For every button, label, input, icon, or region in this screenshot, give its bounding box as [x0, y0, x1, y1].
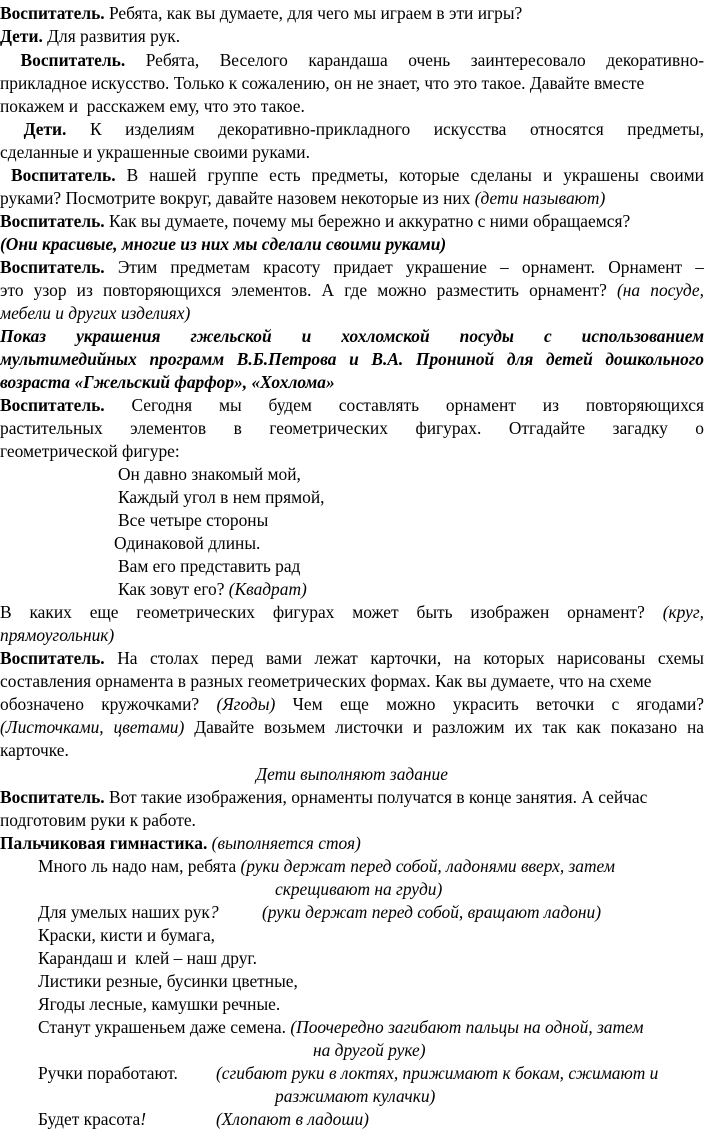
speaker-teacher: Воспитатель.	[20, 50, 126, 70]
line-p7-2	[0, 624, 704, 647]
speaker-teacher: Воспитатель.	[0, 257, 105, 277]
line-p5-2	[0, 279, 704, 302]
line-p6-3	[0, 440, 704, 463]
italic-note: (руки держат перед собой, вращают ладони)	[262, 902, 602, 922]
gym-line: Краски, кисти и бумага,	[38, 925, 216, 945]
italic-note: (на посуде,	[617, 280, 704, 300]
gym-line	[275, 878, 675, 901]
text: Сегодня мы будем составлять орнамент из повторяющихся	[131, 395, 704, 415]
italic-note: (Поочередно загибают пальцы на одной, затем	[290, 1017, 644, 1037]
text: подготовим руки к работе.	[0, 810, 196, 830]
gym-line: Ручки поработают.	[38, 1063, 178, 1083]
italic-note: прямоугольник)	[0, 625, 115, 645]
line-p4-1	[0, 210, 704, 233]
line-a1	[0, 25, 704, 48]
line-p4-2	[0, 233, 704, 256]
line-p2-2	[0, 72, 704, 95]
italic-note: разжимают кулачки)	[275, 1086, 436, 1106]
riddle-line: Одинаковой длины.	[114, 533, 261, 553]
speaker-children: Дети.	[0, 26, 43, 46]
gym-line: Карандаш и клей – наш друг.	[38, 948, 257, 968]
italic-note: (дети называют)	[474, 188, 606, 208]
text: составления орнамента в разных геометрических формах. Как вы думаете, что на схеме	[0, 671, 652, 691]
speaker-teacher: Воспитатель.	[10, 165, 116, 185]
line-p7-1	[0, 601, 704, 624]
text: покажем и расскажем ему, что это такое.	[0, 96, 305, 116]
line-p8-2	[0, 670, 704, 693]
show-heading: мультимедийных программ В.Б.Петрова и В.А. Прониной для детей дошкольного	[0, 349, 704, 369]
line-q1	[0, 2, 704, 25]
show-heading: возраста «Гжельский фарфор», «Хохлома»	[0, 372, 335, 392]
text: растительных элементов в геометрических фигурах. Отгадайте загадку о	[0, 418, 704, 438]
speaker-teacher: Воспитатель.	[0, 787, 105, 807]
text: Для развития рук.	[47, 26, 181, 46]
text: На столах перед вами лежат карточки, на которых нарисованы схемы	[117, 648, 704, 668]
line-p9-2	[0, 809, 704, 832]
text: Ребята, как вы думаете, для чего мы играем в эти игры?	[108, 3, 523, 23]
riddle-line: Как зовут его? (Квадрат)	[118, 579, 307, 599]
gym-line: Для умелых наших рук?	[38, 902, 219, 922]
line-p5-3	[0, 302, 704, 325]
italic-note: (Ягоды)	[216, 694, 276, 714]
gym-note	[216, 1108, 616, 1131]
line-p6-2	[0, 417, 704, 440]
gym-line	[313, 1039, 693, 1062]
gym-line: Будет красота!	[38, 1109, 147, 1129]
italic-note: скрещивают на груди)	[275, 879, 443, 899]
gym-line: Станут украшеньем даже семена. (Поочередно загибают пальцы на одной, затем	[38, 1017, 644, 1037]
gymnastics-heading: Пальчиковая гимнастика. (выполняется стоя)	[0, 833, 361, 853]
italic-note: мебели и других изделиях)	[0, 303, 191, 323]
italic-note: (руки держат перед собой, ладонями вверх, затем	[240, 856, 615, 876]
line-a2-1	[0, 118, 704, 141]
text: В нашей группе есть предметы, которые сделаны и украшены своими	[126, 165, 704, 185]
italic-note: на другой руке)	[313, 1040, 426, 1060]
italic-note: (Хлопают в ладоши)	[216, 1109, 369, 1129]
gym-note	[216, 1062, 704, 1085]
text: Вот такие изображения, орнаменты получатся в конце занятия. А сейчас	[108, 787, 648, 807]
line-show-3	[0, 371, 704, 394]
italic-note: (Они красивые, многие из них мы сделали своими руками)	[0, 234, 447, 254]
gym-note	[275, 1085, 675, 1108]
text: руками? Посмотрите вокруг, давайте назовем некоторые из них	[0, 188, 475, 208]
text: это узор из повторяющихся элементов. А где можно разместить орнамент?	[0, 280, 617, 300]
text: геометрической фигуре:	[0, 441, 180, 461]
line-p8-1	[0, 647, 704, 670]
text: Ребята, Веселого карандаша очень заинтересовало декоративно-	[145, 50, 704, 70]
line-p9-1	[0, 786, 704, 809]
gym-note	[262, 901, 682, 924]
text: В каких еще геометрических фигурах может быть изображен орнамент?	[0, 602, 663, 622]
line-p8-3: обозначено кружочками? (Ягоды) Чем еще можно украсить веточки с ягодами?	[0, 694, 704, 714]
line-p8-5	[0, 739, 704, 762]
gym-line: Листики резные, бусинки цветные,	[38, 971, 298, 991]
riddle-line: Все четыре стороны	[118, 510, 269, 530]
line-p2-1	[0, 49, 704, 72]
speaker-teacher: Воспитатель.	[0, 211, 105, 231]
riddle-line: Он давно знакомый мой,	[118, 464, 301, 484]
italic-note: (выполняется стоя)	[211, 833, 361, 853]
riddle-line: Вам его представить рад	[118, 556, 301, 576]
line-p3-1	[0, 164, 704, 187]
line-p8-4: (Листочками, цветами) Давайте возьмем листочки и разложим их так как показано на	[0, 717, 704, 737]
gym-line: Ягоды лесные, камушки речные.	[38, 994, 281, 1014]
show-heading: Показ украшения гжельской и хохломской посуды с использованием	[0, 326, 704, 346]
line-p6-1	[0, 394, 704, 417]
text: карточке.	[0, 740, 69, 760]
line-show-1	[0, 325, 704, 348]
line-p3-2	[0, 187, 704, 210]
text: прикладное искусство. Только к сожалению, он не знает, что это такое. Давайте вместе	[0, 73, 645, 93]
speaker-teacher: Воспитатель.	[0, 648, 105, 668]
riddle-line: Каждый угол в нем прямой,	[118, 487, 325, 507]
task-caption: Дети выполняют задание	[256, 764, 448, 784]
italic-note: (Квадрат)	[228, 579, 307, 599]
speaker-teacher: Воспитатель.	[0, 3, 105, 23]
italic-note: (сгибают руки в локтях, прижимают к бокам, сжимают и	[216, 1063, 659, 1083]
line-p2-3	[0, 95, 704, 118]
text: Этим предметам красоту придает украшение – орнамент. Орнамент –	[117, 257, 704, 277]
text: сделанные и украшенные своими руками.	[0, 142, 310, 162]
speaker-children: Дети.	[23, 119, 67, 139]
italic-note: (Листочками, цветами)	[0, 717, 185, 737]
line-a2-2	[0, 141, 704, 164]
gym-line: Много ль надо нам, ребята (руки держат перед собой, ладонями вверх, затем	[38, 856, 615, 876]
text: Как вы думаете, почему мы бережно и аккуратно с ними обращаемся?	[108, 211, 631, 231]
italic-note: (круг,	[662, 602, 704, 622]
line-show-2	[0, 348, 704, 371]
line-p5-1	[0, 256, 704, 279]
speaker-teacher: Воспитатель.	[0, 395, 105, 415]
text: К изделиям декоративно-прикладного искусства относятся предметы,	[89, 119, 704, 139]
